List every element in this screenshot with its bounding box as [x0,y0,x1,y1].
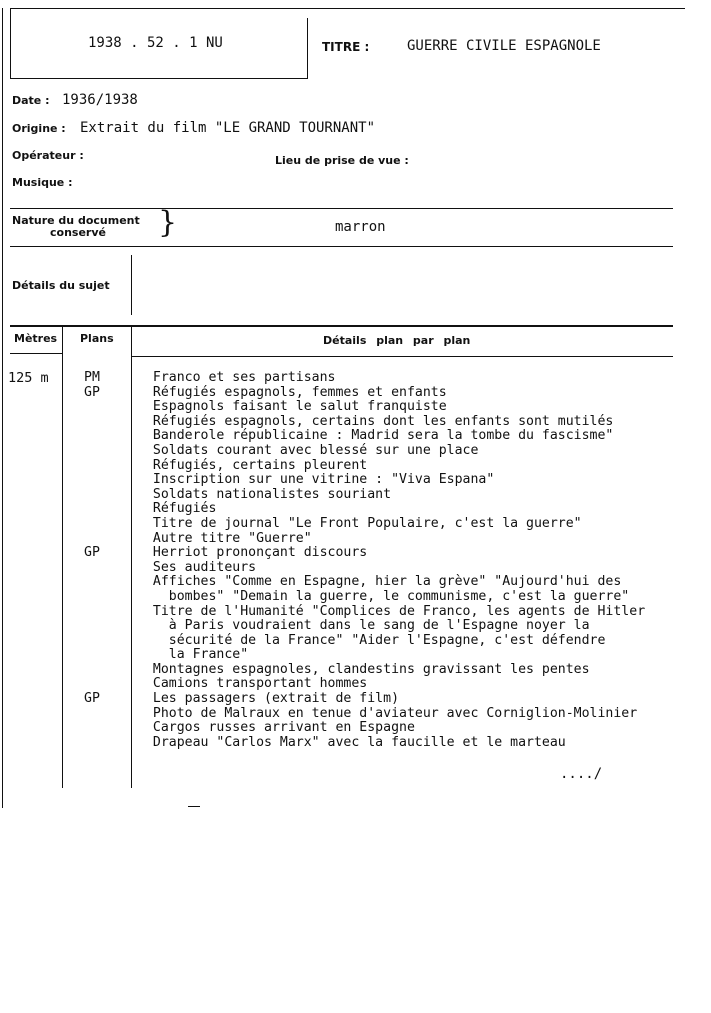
detail-line: Camions transportant hommes [137,676,368,692]
plan-cell [84,605,129,620]
divider-nature-bottom [10,246,673,247]
plan-cell [84,619,129,634]
col-metres-header: Mètres [14,332,58,345]
title-value: GUERRE CIVILE ESPAGNOLE [407,38,601,54]
detail-line: Cargos russes arrivant en Espagne [137,720,415,736]
header-ref-bottom [10,78,307,79]
continuation-mark: ..../ [560,766,603,782]
plan-cell [84,400,129,415]
footer-mark [188,806,200,807]
plan-cell: PM [84,370,100,385]
plan-cell: GP [84,691,100,707]
plan-cell [84,575,129,590]
nature-label-1: Nature du document [12,214,140,227]
detail-line: Franco et ses partisans [137,370,336,385]
detail-line: Inscription sur une vitrine : "Viva Espana" [137,472,495,488]
lieu-label: Lieu de prise de vue : [275,154,409,167]
plan-cell [84,459,129,474]
plan-cell [84,473,129,488]
origine-value: Extrait du film "LE GRAND TOURNANT" [80,120,376,136]
detail-line: Réfugiés [137,501,217,517]
detail-line: Soldats courant avec blessé sur une place [137,442,479,458]
table-top-border [10,325,673,327]
plan-cell [84,488,129,503]
plan-cell [84,736,129,751]
detail-line: Herriot prononçant discours [137,545,368,561]
detail-line: à Paris voudraient dans le sang de l'Espagne noyer la [137,618,590,634]
detail-line: la France" [137,647,249,663]
plan-cell [84,707,129,722]
detail-line: bombes" "Demain la guerre, le communisme, c'est la guerre" [137,588,630,604]
plan-cell [84,590,129,605]
table-col-divider-1 [62,326,63,788]
plan-cell [84,502,129,517]
plan-cell [84,677,129,692]
page-left-edge [2,8,3,808]
header-left-edge [10,8,11,78]
plan-cell [84,415,129,430]
table-header-bottom-left [10,353,62,354]
detail-line: Réfugiés espagnols, certains dont les enfants sont mutilés [137,413,614,429]
plan-cell [84,444,129,459]
origine-label: Origine : [12,122,66,135]
detail-line: Les passagers (extrait de film) [137,691,400,707]
detail-line: Titre de journal "Le Front Populaire, c'est la guerre" [137,515,582,531]
plan-cell: GP [84,545,100,561]
header-divider [307,18,308,79]
detail-line: Réfugiés, certains pleurent [137,457,368,473]
plan-cell [84,634,129,649]
operateur-label: Opérateur : [12,149,84,162]
detail-line: Ses auditeurs [137,559,257,575]
detail-line: Drapeau "Carlos Marx" avec la faucille et le marteau [137,734,566,750]
col-details-header: Détails plan par plan [323,334,471,347]
plan-cell: GP [84,384,100,400]
detail-line: Titre de l'Humanité "Complices de Franco, les agents de Hitler [137,603,646,619]
nature-label-2: conservé [50,226,106,239]
plan-cell [84,721,129,736]
plan-cell [84,517,129,532]
nature-brace: } [158,205,178,240]
plan-cell [84,648,129,663]
plan-cell [84,663,129,678]
detail-line: Photo de Malraux en tenue d'aviateur avec Corniglion-Molinier [137,705,638,721]
top-border [10,8,685,9]
metres-value: 125 m [8,370,49,386]
detail-line: Réfugiés espagnols, femmes et enfants [137,384,447,400]
plans-column [84,371,129,750]
detail-line: Affiches "Comme en Espagne, hier la grève" "Aujourd'hui des [137,574,622,590]
details-column [137,371,682,750]
detail-line: Soldats nationalistes souriant [137,486,392,502]
detail-line: Espagnols faisant le salut franquiste [137,399,447,415]
date-label: Date : [12,94,50,107]
date-value: 1936/1938 [62,92,138,108]
table-col-divider-2 [131,326,132,788]
details-sujet-bracket [131,255,132,315]
plan-cell [84,429,129,444]
musique-label: Musique : [12,176,73,189]
plan-cell [84,532,129,547]
table-header-bottom-right [131,356,673,357]
reference-number: 1938 . 52 . 1 NU [88,35,223,51]
detail-line: sécurité de la France" "Aider l'Espagne, c'est défendre [137,632,606,648]
details-sujet-label: Détails du sujet [12,279,110,292]
col-plans-header: Plans [80,332,114,345]
detail-line: Montagnes espagnoles, clandestins gravissant les pentes [137,661,590,677]
plan-cell [84,561,129,576]
detail-line: Banderole républicaine : Madrid sera la tombe du fascisme" [137,428,614,444]
title-label: TITRE : [322,40,370,54]
nature-value: marron [335,219,386,235]
detail-line: Autre titre "Guerre" [137,530,312,546]
divider-nature-top [10,208,673,209]
